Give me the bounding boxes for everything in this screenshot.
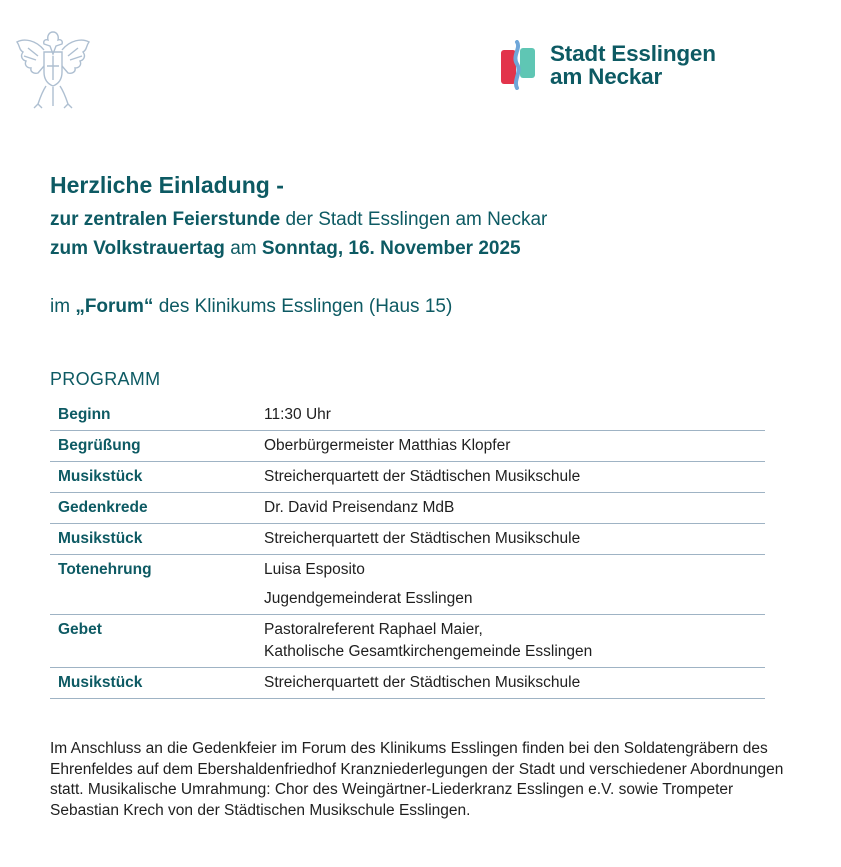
invitation-line-2-bold: zur zentralen Feierstunde — [50, 209, 281, 230]
eagle-crest-icon — [14, 26, 92, 110]
invitation-line-3 — [50, 238, 521, 260]
program-value — [264, 615, 765, 668]
table-row — [50, 493, 765, 524]
venue-pre: im — [50, 296, 76, 317]
program-value-line-2: Jugendgemeinderat Esslingen — [264, 590, 473, 607]
program-value: Streicherquartett der Städtischen Musikschule — [264, 530, 581, 547]
invitation-occasion: zum Volkstrauertag — [50, 238, 225, 259]
invitation-date: Sonntag, 16. November 2025 — [261, 238, 521, 259]
logo-line-1: Stadt Esslingen — [550, 41, 716, 66]
table-row — [50, 462, 765, 493]
program-value: Streicherquartett der Städtischen Musikschule — [264, 468, 581, 485]
program-value-line-2: Katholische Gesamtkirchengemeinde Esslingen — [264, 643, 593, 660]
program-table — [50, 400, 765, 699]
program-value: Streicherquartett der Städtischen Musikschule — [264, 674, 581, 691]
program-label: Gedenkrede — [58, 499, 148, 516]
program-label: Totenehrung — [58, 561, 152, 578]
invitation-line-3-mid: am — [224, 238, 262, 259]
invitation-venue — [50, 296, 452, 318]
program-value: 11:30 Uhr — [264, 406, 331, 423]
program-title: PROGRAMM — [50, 369, 161, 389]
table-row — [50, 431, 765, 462]
program-value: Dr. David Preisendanz MdB — [264, 499, 455, 516]
program-label: Beginn — [58, 406, 111, 423]
program-label: Musikstück — [58, 674, 143, 691]
invitation-title: Herzliche Einladung - — [50, 172, 284, 198]
table-row — [50, 615, 765, 668]
closing-paragraph: Im Anschluss an die Gedenkfeier im Forum des Klinikums Esslingen finden bei den Soldatengräbern des Ehrenfeldes auf dem Ebershaldenfriedhof Kranzniederlegungen der Stadt und verschiedener Abordnungen statt. Musikalische Umrahmung: Chor des Weingärtner-Liederkranz Esslingen e.V. sowie Trompeter Sebastian Krech von der Städtischen Musikschule Esslingen. — [50, 740, 784, 819]
program-value-line-1: Pastoralreferent Raphael Maier, — [264, 621, 483, 638]
invitation-line-2 — [50, 209, 547, 231]
table-row — [50, 400, 765, 431]
venue-post: des Klinikums Esslingen (Haus 15) — [153, 296, 453, 317]
invitation-line-2-rest: der Stadt Esslingen am Neckar — [280, 209, 548, 230]
table-row — [50, 524, 765, 555]
program-label: Musikstück — [58, 468, 143, 485]
program-value — [264, 555, 765, 615]
program-label: Musikstück — [58, 530, 143, 547]
table-row — [50, 668, 765, 699]
city-logo — [500, 40, 716, 90]
program-label: Begrüßung — [58, 437, 141, 454]
logo-line-2: am Neckar — [550, 64, 663, 89]
program-value-line-1: Luisa Esposito — [264, 561, 365, 578]
program-label: Gebet — [58, 621, 102, 638]
stadt-esslingen-logo-icon — [500, 40, 536, 90]
table-row — [50, 555, 765, 615]
venue-name: „Forum“ — [75, 296, 154, 317]
program-value: Oberbürgermeister Matthias Klopfer — [264, 437, 511, 454]
logo-wordmark — [550, 42, 716, 88]
